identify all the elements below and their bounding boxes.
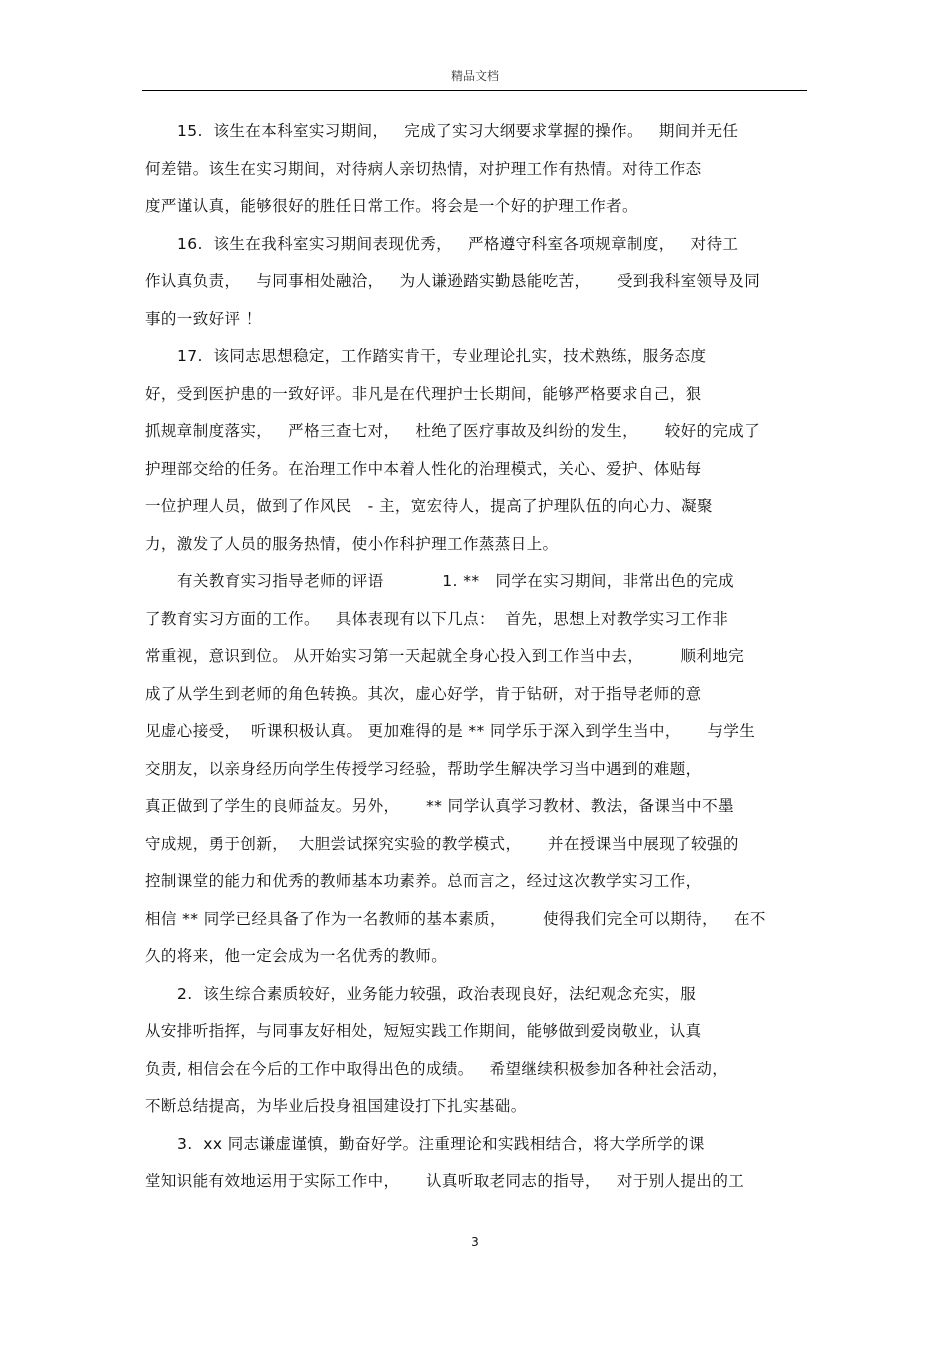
paragraph-16-line: 作认真负责， 与同事相处融洽， 为人谦逊踏实勤恳能吃苦， 受到我科室领导及同 bbox=[145, 272, 761, 290]
paragraph-education-line: 真正做到了学生的良师益友。另外， ** 同学认真学习教材、教法，备课当中不墨 bbox=[145, 797, 734, 815]
paragraph-16-line: 事的一致好评 ！ bbox=[145, 309, 262, 328]
paragraph-2-line: 不断总结提高，为毕业后投身祖国建设打下扎实基础。 bbox=[145, 1097, 527, 1115]
paragraph-16-line: 16. 该生在我科室实习期间表现优秀， 严格遵守科室各项规章制度， 对待工 bbox=[177, 234, 739, 253]
paragraph-17-line: 17. 该同志思想稳定，工作踏实肯干，专业理论扎实，技术熟练，服务态度 bbox=[177, 347, 707, 365]
paragraph-15-line: 15. 该生在本科室实习期间， 完成了实习大纲要求掌握的操作。 期间并无任 bbox=[177, 122, 739, 140]
paragraph-education-line: 常重视，意识到位。 从开始实习第一天起就全身心投入到工作当中去， 顺利地完 bbox=[145, 647, 745, 665]
page-number: 3 bbox=[471, 1235, 479, 1249]
paragraph-2-line: 2. 该生综合素质较好，业务能力较强，政治表现良好，法纪观念充实，服 bbox=[177, 984, 697, 1003]
paragraph-17-line: 力，激发了人员的服务热情，使小作科护理工作蒸蒸日上。 bbox=[145, 534, 559, 553]
paragraph-17-line: 好，受到医护患的一致好评。非凡是在代理护士长期间，能够严格要求自己，狠 bbox=[145, 384, 702, 403]
page-header: 精品文档 bbox=[450, 69, 499, 83]
paragraph-15-line: 何差错。该生在实习期间，对待病人亲切热情，对护理工作有热情。对待工作态 bbox=[145, 159, 702, 178]
paragraph-education-line: 交朋友，以亲身经历向学生传授学习经验，帮助学生解决学习当中遇到的难题， bbox=[145, 759, 702, 778]
paragraph-education-line: 守成规，勇于创新， 大胆尝试探究实验的教学模式， 并在授课当中展现了较强的 bbox=[145, 834, 739, 853]
paragraph-education-line: 久的将来，他一定会成为一名优秀的教师。 bbox=[145, 947, 448, 965]
paragraph-education-line: 成了从学生到老师的角色转换。其次，虚心好学，肯于钻研，对于指导老师的意 bbox=[145, 684, 702, 703]
paragraph-education-line: 控制课堂的能力和优秀的教师基本功素养。总而言之，经过这次教学实习工作， bbox=[145, 872, 702, 890]
paragraph-education-line: 有关教育实习指导老师的评语 1. ** 同学在实习期间，非常出色的完成 bbox=[177, 572, 734, 590]
paragraph-17-line: 抓规章制度落实， 严格三查七对， 杜绝了医疗事故及纠纷的发生， 较好的完成了 bbox=[145, 422, 761, 440]
header-divider bbox=[142, 90, 807, 91]
paragraph-2-line: 负责, 相信会在今后的工作中取得出色的成绩。 希望继续积极参加各种社会活动， bbox=[145, 1059, 729, 1078]
paragraph-17-line: 一位护理人员，做到了作风民 - 主，宽宏待人，提高了护理队伍的向心力、凝聚 bbox=[145, 497, 713, 515]
paragraph-17-line: 护理部交给的任务。在治理工作中本着人性化的治理模式，关心、爱护、体贴每 bbox=[145, 459, 702, 478]
paragraph-3-line: 3. xx 同志谦虚谨慎，勤奋好学。注重理论和实践相结合，将大学所学的课 bbox=[177, 1134, 705, 1153]
paragraph-2-line: 从安排听指挥，与同事友好相处，短短实践工作期间，能够做到爱岗敬业，认真 bbox=[145, 1022, 702, 1040]
paragraph-3-line: 堂知识能有效地运用于实际工作中， 认真听取老同志的指导， 对于别人提出的工 bbox=[145, 1172, 745, 1190]
paragraph-15-line: 度严谨认真，能够很好的胜任日常工作。将会是一个好的护理工作者。 bbox=[145, 197, 638, 215]
paragraph-education-line: 了教育实习方面的工作。 具体表现有以下几点： 首先，思想上对教学实习工作非 bbox=[145, 609, 729, 628]
paragraph-education-line: 相信 ** 同学已经具备了作为一名教师的基本素质， 使得我们完全可以期待， 在不 bbox=[145, 909, 766, 928]
document-body bbox=[145, 113, 825, 1201]
paragraph-education-line: 见虚心接受， 听课积极认真。 更加难得的是 ** 同学乐于深入到学生当中， 与学生 bbox=[145, 722, 756, 740]
